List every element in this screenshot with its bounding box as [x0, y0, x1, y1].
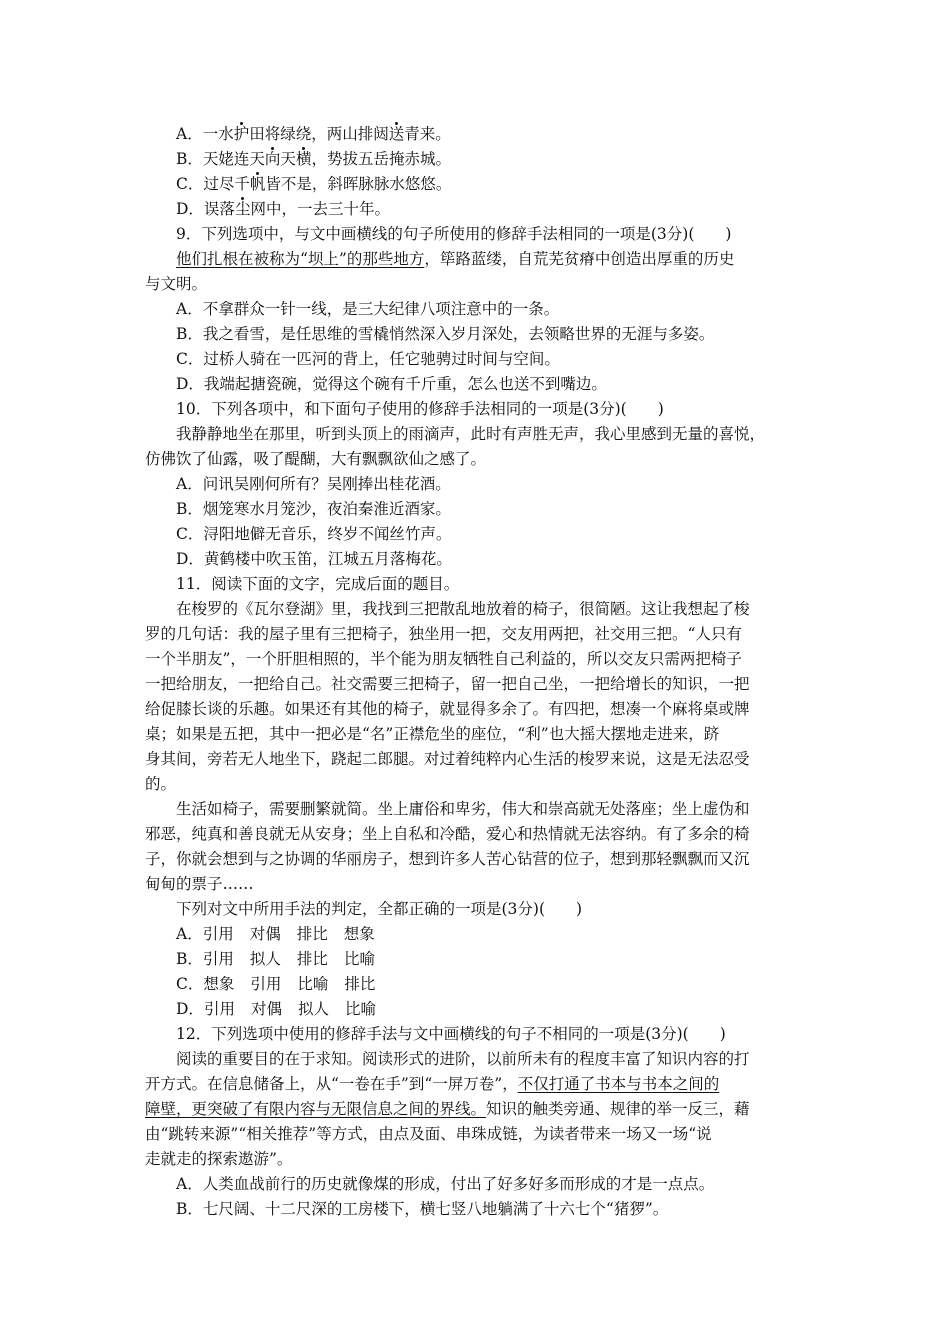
q10-option: C．浔阳地僻无音乐，终岁不闻丝竹声。: [176, 525, 452, 543]
q12-passage-line: 阅读的重要目的在于求知。阅读形式的进阶，以前所未有的程度丰富了知识内容的打: [176, 1050, 750, 1068]
q11-passage-line: 在梭罗的《瓦尔登湖》里，我找到三把散乱地放着的椅子，很简陋。这让我想起了梭: [176, 600, 750, 618]
q10-option: A．问讯吴刚何所有？吴刚捧出桂花酒。: [176, 475, 451, 493]
q9-underlined-sentence: 他们扎根在被称为“坝上”的那些地方: [176, 250, 425, 268]
q11-passage-line: 子，你就会想到与之协调的华丽房子，想到许多人苦心钻营的位子，想到那轻飘飘而又沉: [145, 850, 750, 868]
q11-option-a: A．引用 对偶 排比 想象: [176, 925, 375, 943]
q12-passage-line: 障壁，更突破了有限内容与无限信息之间的界线。知识的触类旁通、规律的举一反三，藉: [145, 1100, 750, 1118]
q9-passage-line-1: 他们扎根在被称为“坝上”的那些地方，筚路蓝缕，自荒芜贫瘠中创造出厚重的历史: [176, 250, 735, 268]
q9-option: B．我之看雪，是任思维的雪橇悄然深入岁月深处，去领略世界的无涯与多姿。: [176, 325, 715, 343]
q12-underlined-sentence: 不仅打通了书本与书本之间的: [517, 1075, 720, 1093]
q9-passage-line-2: 与文明。: [145, 275, 208, 293]
q9-option: D．我端起搪瓷碗，觉得这个碗有千斤重，怎么也送不到嘴边。: [176, 375, 607, 393]
q8-option-d: D．误落尘网中，一去三十年。: [176, 200, 390, 218]
q11-option-b: B．引用 拟人 排比 比喻: [176, 950, 375, 968]
q11-passage-line: 的。: [145, 775, 177, 793]
q11-sub-stem: 下列对文中所用手法的判定，全都正确的一项是(3分)( ): [176, 900, 583, 918]
q11-passage-line: 桌；如果是五把，其中一把必是“名”正襟危坐的座位，“利”也大摇大摆地走进来，跻: [145, 725, 720, 743]
q11-option-d: D．引用 对偶 拟人 比喻: [176, 1000, 376, 1018]
q8-option-b: B．天姥连天向天横，势拔五岳掩赤城。: [176, 150, 451, 168]
q10-passage-line: 我静静地坐在那里，听到头顶上的雨滴声，此时有声胜无声，我心里感到无量的喜悦，: [176, 425, 766, 443]
q9-option: A．不拿群众一针一线，是三大纪律八项注意中的一条。: [176, 300, 560, 318]
document-body: [145, 122, 815, 1222]
q11-passage-line: 一个半朋友”，一个肝胆相照的，半个能为朋友牺牲自己利益的，所以交友只需两把椅子: [145, 650, 742, 668]
q12-stem: 12．下列选项中使用的修辞手法与文中画横线的句子不相同的一项是(3分)( ): [176, 1025, 726, 1043]
q9-option: C．过桥人骑在一匹河的背上，任它驰骋过时间与空间。: [176, 350, 560, 368]
q12-option: B．七尺阔、十二尺深的工房楼下，横七竖八地躺满了十六七个“猪猡”。: [176, 1200, 669, 1218]
q11-passage-line: 罗的几句话：我的屋子里有三把椅子，独坐用一把，交友用两把，社交用三把。“人只有: [145, 625, 742, 643]
q12-passage-line: 由“跳转来源”“相关推荐”等方式，由点及面、串珠成链，为读者带来一场又一场“说: [145, 1125, 712, 1143]
q12-underlined-sentence: 障壁，更突破了有限内容与无限信息之间的界线。: [145, 1100, 487, 1118]
q10-passage-line: 仿佛饮了仙露，吸了醍醐，大有飘飘欲仙之感了。: [145, 450, 487, 468]
q11-passage-line: 邪恶，纯真和善良就无从安身；坐上自私和冷酷，爱心和热情就无法容纳。有了多余的椅: [145, 825, 750, 843]
q10-stem: 10．下列各项中，和下面句子使用的修辞手法相同的一项是(3分)( ): [176, 400, 664, 418]
q10-option: B．烟笼寒水月笼沙，夜泊秦淮近酒家。: [176, 500, 451, 518]
q8-option-a: A．一水护田将绿绕，两山排闼送青来。: [176, 125, 451, 143]
q12-passage-line: 开方式。在信息储备上，从“一卷在手”到“一屏万卷”，不仅打通了书本与书本之间的: [145, 1075, 720, 1093]
q11-passage-line: 身其间，旁若无人地坐下，跷起二郎腿。对过着纯粹内心生活的梭罗来说，这是无法忍受: [145, 750, 750, 768]
q12-passage-line: 走就走的探索遨游”。: [145, 1150, 293, 1168]
q10-option: D．黄鹤楼中吹玉笛，江城五月落梅花。: [176, 550, 452, 568]
q12-option: A．人类血战前行的历史就像煤的形成，付出了好多好多而形成的才是一点点。: [176, 1175, 715, 1193]
q9-stem: 9．下列选项中，与文中画横线的句子所使用的修辞手法相同的一项是(3分)( ): [176, 225, 732, 243]
q11-passage-line: 一把给朋友，一把给自己。社交需要三把椅子，留一把自己坐，一把给增长的知识，一把: [145, 675, 750, 693]
q11-passage-line: 给促膝长谈的乐趣。如果还有其他的椅子，就显得多余了。有四把，想凑一个麻将桌或牌: [145, 700, 750, 718]
q8-option-c: C．过尽千帆皆不是，斜晖脉脉水悠悠。: [176, 175, 452, 193]
q11-passage-line: 甸甸的票子……: [145, 875, 254, 893]
q11-stem: 11．阅读下面的文字，完成后面的题目。: [176, 575, 460, 593]
q11-passage-line: 生活如椅子，需要删繁就简。坐上庸俗和卑劣，伟大和崇高就无处落座；坐上虚伪和: [176, 800, 750, 818]
q11-option-c: C．想象 引用 比喻 排比: [176, 975, 376, 993]
